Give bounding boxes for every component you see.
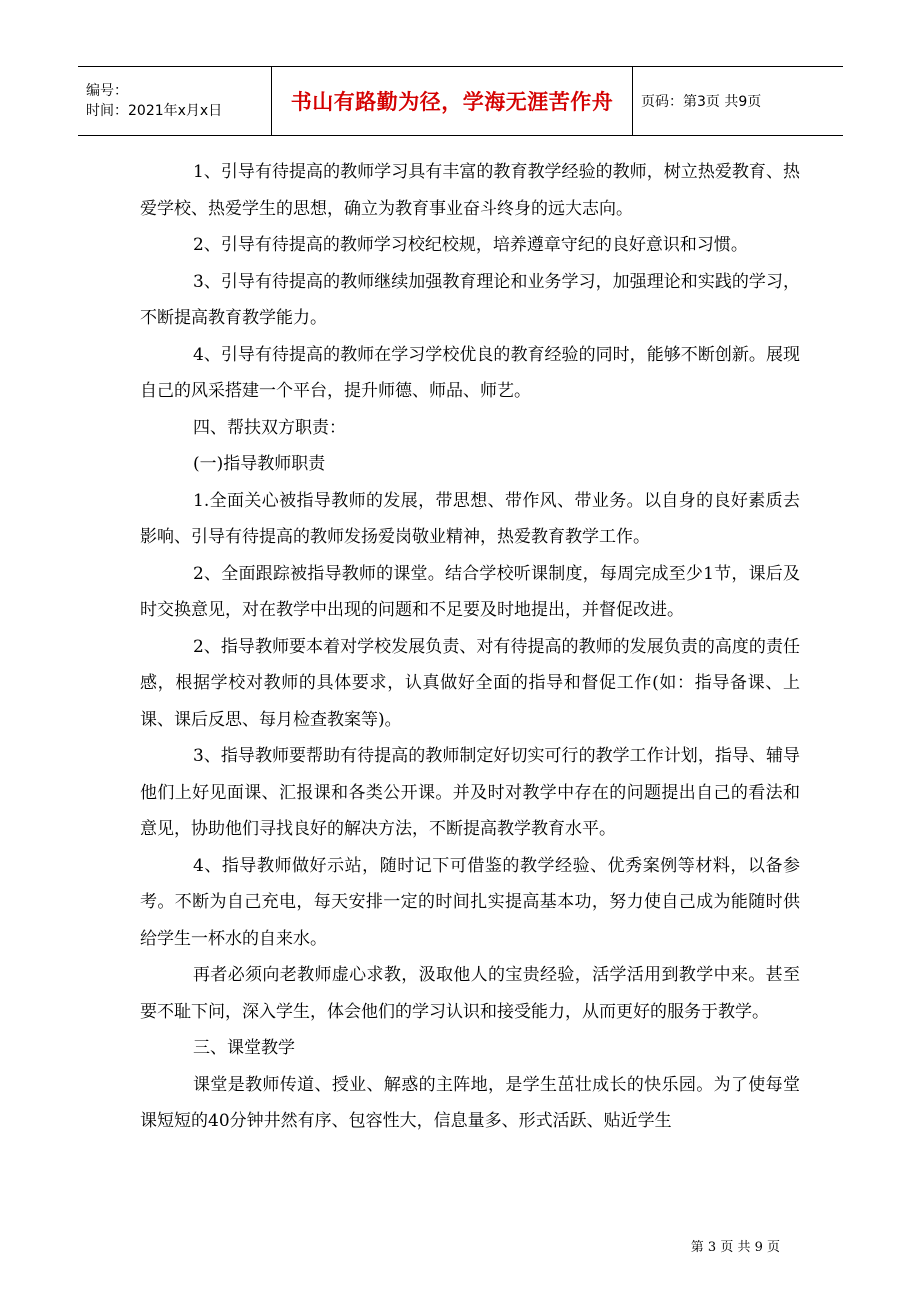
paragraph: 1.全面关心被指导教师的发展，带思想、带作风、带业务。以自身的良好素质去影响、引导有待提高的教师发扬爱岗敬业精神，热爱教育教学工作。 xyxy=(140,490,800,547)
paragraph: 课堂是教师传道、授业、解惑的主阵地，是学生茁壮成长的快乐园。为了使每堂课短短的40分钟井然有序、包容性大，信息量多、形式活跃、贴近学生 xyxy=(140,1074,800,1131)
page-footer: 第 3 页 共 9 页 xyxy=(690,1240,780,1255)
paragraph: 4、引导有待提高的教师在学习学校优良的教育经验的同时，能够不断创新。展现自己的风采搭建一个平台，提升师德、师品、师艺。 xyxy=(140,344,800,401)
header-meta xyxy=(78,67,271,135)
motto-text: 书山有路勤为径，学海无涯苦作舟 xyxy=(290,90,614,114)
header-motto xyxy=(271,67,633,135)
time-label: 时间：2021年x月x日 xyxy=(86,103,223,119)
document-header xyxy=(78,66,843,136)
paragraph: 3、指导教师要帮助有待提高的教师制定好切实可行的教学工作计划，指导、辅导他们上好见面课、汇报课和各类公开课。并及时对教学中存在的问题提出自己的看法和意见，协助他们寻找良好的解决方法，不断提高教学教育水平。 xyxy=(140,746,800,839)
subsection-heading: (一)指导教师职责 xyxy=(193,454,326,474)
paragraph: 2、引导有待提高的教师学习校纪校规，培养遵章守纪的良好意识和习惯。 xyxy=(193,235,748,255)
paragraph: 2、指导教师要本着对学校发展负责、对有待提高的教师的发展负责的高度的责任感，根据学校对教师的具体要求，认真做好全面的指导和督促工作(如：指导备课、上课、课后反思、每月检查教案等)。 xyxy=(140,636,800,730)
section-heading: 三、课堂教学 xyxy=(193,1038,295,1058)
number-label: 编号： xyxy=(86,83,128,99)
paragraph: 4、指导教师做好示站，随时记下可借鉴的教学经验、优秀案例等材料，以备参考。不断为自己充电，每天安排一定的时间扎实提高基本功，努力使自己成为能随时供给学生一杯水的自来水。 xyxy=(140,855,800,949)
paragraph: 再者必须向老教师虚心求教，汲取他人的宝贵经验，活学活用到教学中来。甚至要不耻下问，深入学生，体会他们的学习认识和接受能力，从而更好的服务于教学。 xyxy=(140,965,800,1022)
paragraph: 3、引导有待提高的教师继续加强教育理论和业务学习，加强理论和实践的学习，不断提高教育教学能力。 xyxy=(140,271,800,328)
page-info-text: 页码：第3页 共9页 xyxy=(641,94,762,110)
paragraph: 2、全面跟踪被指导教师的课堂。结合学校听课制度，每周完成至少1节，课后及时交换意见，对在教学中出现的问题和不足要及时地提出，并督促改进。 xyxy=(140,563,800,620)
document-body xyxy=(140,154,800,1140)
section-heading: 四、帮扶双方职责： xyxy=(193,417,346,438)
paragraph: 1、引导有待提高的教师学习具有丰富的教育教学经验的教师，树立热爱教育、热爱学校、热爱学生的思想，确立为教育事业奋斗终身的远大志向。 xyxy=(140,162,800,219)
header-page-info xyxy=(633,67,843,135)
